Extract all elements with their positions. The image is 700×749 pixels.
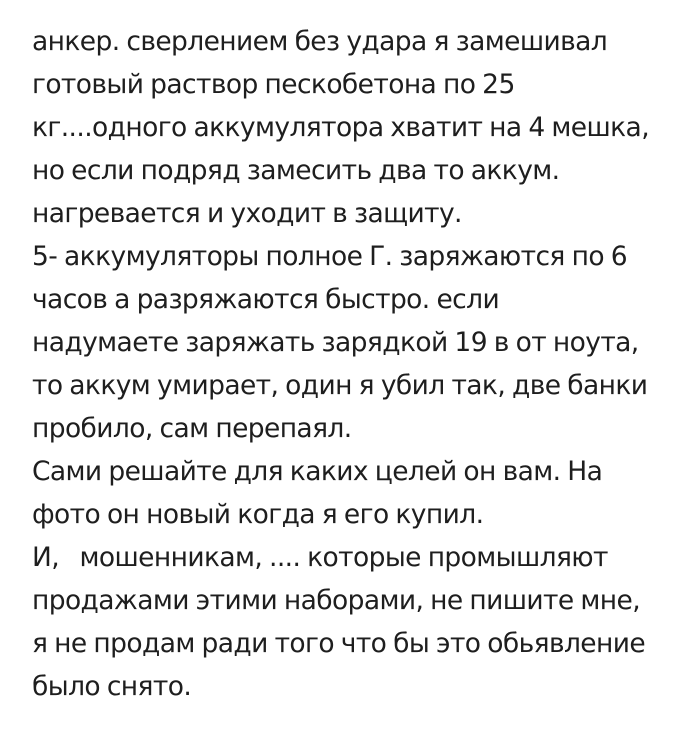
listing-description-text <box>32 0 692 708</box>
text-line: то аккум умирает, один я убил так, две банки <box>32 370 648 401</box>
text-line: кг....одного аккумулятора хватит на 4 мешка, <box>32 112 650 143</box>
text-line: И, мошенникам, .... которые промышляют <box>32 542 608 573</box>
text-line: нагревается и уходит в защиту. <box>32 198 462 229</box>
text-line: часов а разряжаются быстро. если <box>32 284 500 315</box>
text-line: было снято. <box>32 671 192 702</box>
text-line: но если подряд замесить два то аккум. <box>32 155 560 186</box>
text-line: пробило, сам перепаял. <box>32 413 352 444</box>
text-line: я не продам ради того что бы это обьявление <box>32 628 646 659</box>
text-line: анкер. сверлением без удара я замешивал <box>32 26 608 57</box>
text-line: готовый раствор пескобетона по 25 <box>32 69 515 100</box>
text-line: 5- аккумуляторы полное Г. заряжаются по 6 <box>32 241 628 272</box>
text-line: надумаете заряжать зарядкой 19 в от ноута, <box>32 327 639 358</box>
text-line: продажами этими наборами, не пишите мне, <box>32 585 641 616</box>
text-line: Сами решайте для каких целей он вам. На <box>32 456 603 487</box>
text-line: фото он новый когда я его купил. <box>32 499 484 530</box>
text-line-cut-off <box>32 0 692 20</box>
